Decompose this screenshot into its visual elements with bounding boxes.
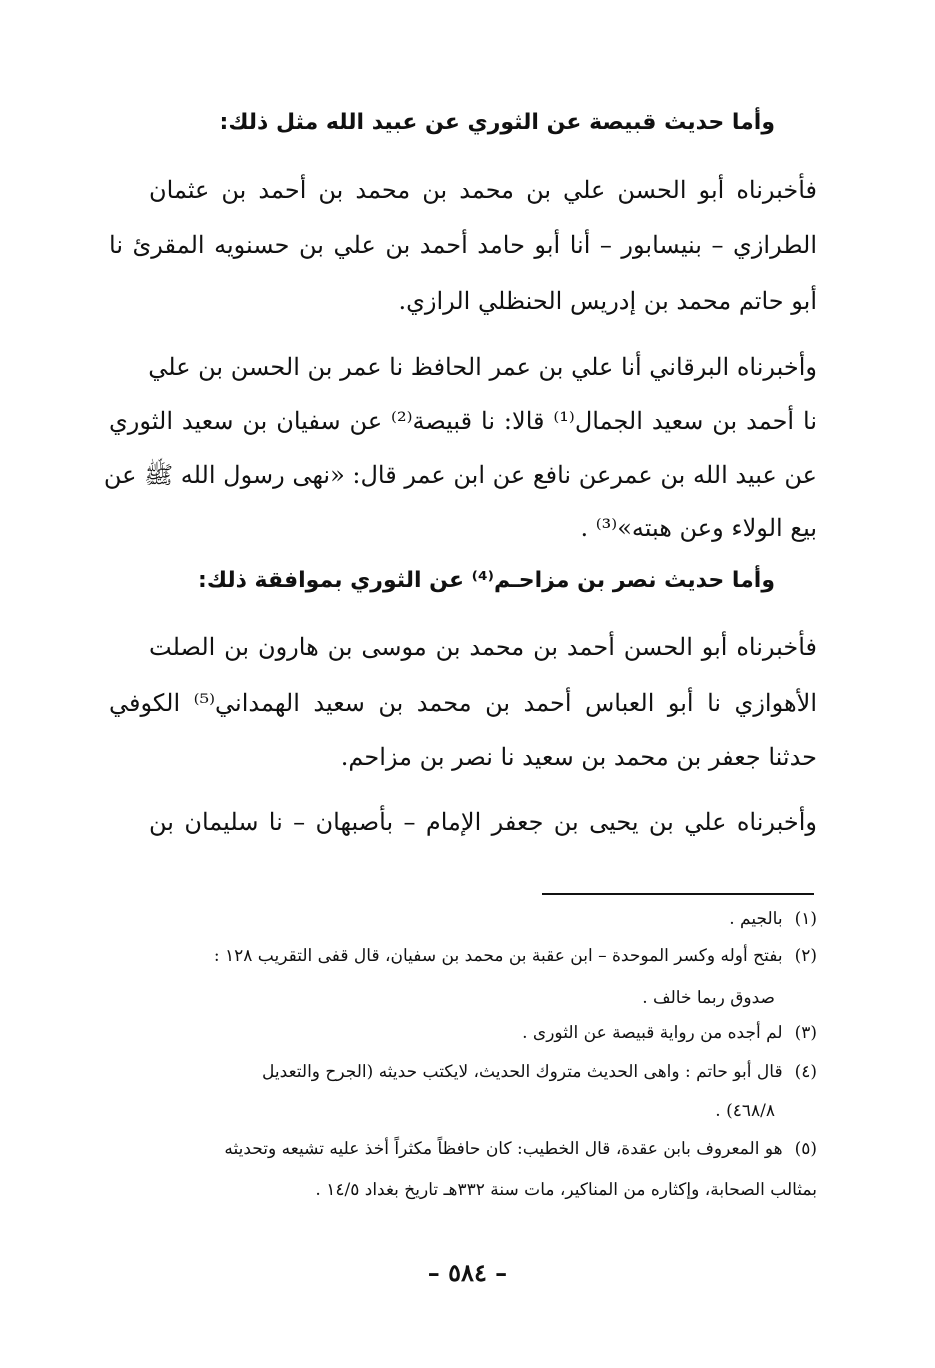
footnote-text: قال أبو حاتم : واهى الحديث متروك الحديث، لايكتب حديثه (الجرح والتعديل bbox=[262, 1062, 783, 1082]
footnote-number: (٣) bbox=[794, 1023, 817, 1043]
footnote-continuation: ٤٦٨/٨) . bbox=[715, 1101, 775, 1121]
section-heading: وأما حديث قبيصة عن الثوري عن عبيد الله مثل ذلك: bbox=[219, 110, 775, 135]
paragraph-line: بيع الولاء وعن هبته»⁽³⁾ . bbox=[580, 514, 817, 542]
section-heading: وأما حديث نصر بن مزاحـم⁽⁴⁾ عن الثوري بموافقة ذلك: bbox=[198, 568, 775, 593]
footnote-text: بالجيم . bbox=[729, 909, 783, 929]
footnote-separator bbox=[542, 893, 814, 895]
footnote-number: (١) bbox=[794, 909, 817, 929]
footnote-text: بفتح أوله وكسر الموحدة – ابن عقبة بن محمد بن سفيان، قال قفى التقريب ١٢٨ : bbox=[213, 946, 783, 966]
footnote bbox=[109, 1018, 817, 1048]
footnote-number: (٥) bbox=[794, 1139, 817, 1159]
footnote-continuation: صدوق ربما خالف . bbox=[642, 988, 775, 1008]
paragraph-line: فأخبرناه أبو الحسن أحمد بن محمد بن موسى بن هارون بن الصلت bbox=[149, 633, 817, 661]
paragraph-line: فأخبرناه أبو الحسن علي بن محمد بن محمد بن أحمد بن عثمان bbox=[149, 176, 817, 204]
footnote bbox=[109, 1134, 817, 1164]
paragraph-line: حدثنا جعفر بن محمد بن سعيد نا نصر بن مزاحم. bbox=[340, 743, 817, 771]
paragraph-line: الأهوازي نا أبو العباس أحمد بن محمد بن سعيد الهمداني⁽⁵⁾ الكوفي bbox=[109, 689, 817, 717]
footnote bbox=[109, 904, 817, 934]
footnote-text: هو المعروف بابن عقدة، قال الخطيب: كان حافظاً مكثراً أخذ عليه تشيعه وتحديثه bbox=[224, 1139, 783, 1159]
footnote bbox=[109, 941, 817, 971]
footnote-continuation: بمثالب الصحابة، وإكثاره من المناكير، مات سنة ٣٣٢هـ تاريخ بغداد ١٤/٥ . bbox=[315, 1180, 817, 1200]
paragraph-line: نا أحمد بن سعيد الجمال⁽¹⁾ قالا: نا قبيصة⁽²⁾ عن سفيان بن سعيد الثوري bbox=[109, 407, 818, 435]
paragraph-line: عن عبيد الله بن عمرعن نافع عن ابن عمر قال: «نهى رسول الله ﷺ عن bbox=[103, 461, 817, 489]
page-number: – ٥٨٤ – bbox=[427, 1258, 508, 1287]
paragraph-line: الطرازي – بنيسابور – أنا أبو حامد أحمد بن علي بن حسنويه المقرئ نا bbox=[109, 231, 817, 259]
footnote-text: لم أجده من رواية قبيصة عن الثورى . bbox=[522, 1023, 783, 1043]
footnote-number: (٢) bbox=[794, 946, 817, 966]
paragraph-line: وأخبرناه علي بن يحيى بن جعفر الإمام – بأصبهان – نا سليمان بن bbox=[149, 808, 817, 836]
paragraph-line: أبو حاتم محمد بن إدريس الحنظلي الرازي. bbox=[398, 287, 817, 315]
paragraph-line: وأخبرناه البرقاني أنا علي بن عمر الحافظ نا عمر بن الحسن بن علي bbox=[148, 353, 817, 381]
footnote bbox=[109, 1057, 817, 1087]
footnote-number: (٤) bbox=[794, 1062, 817, 1082]
